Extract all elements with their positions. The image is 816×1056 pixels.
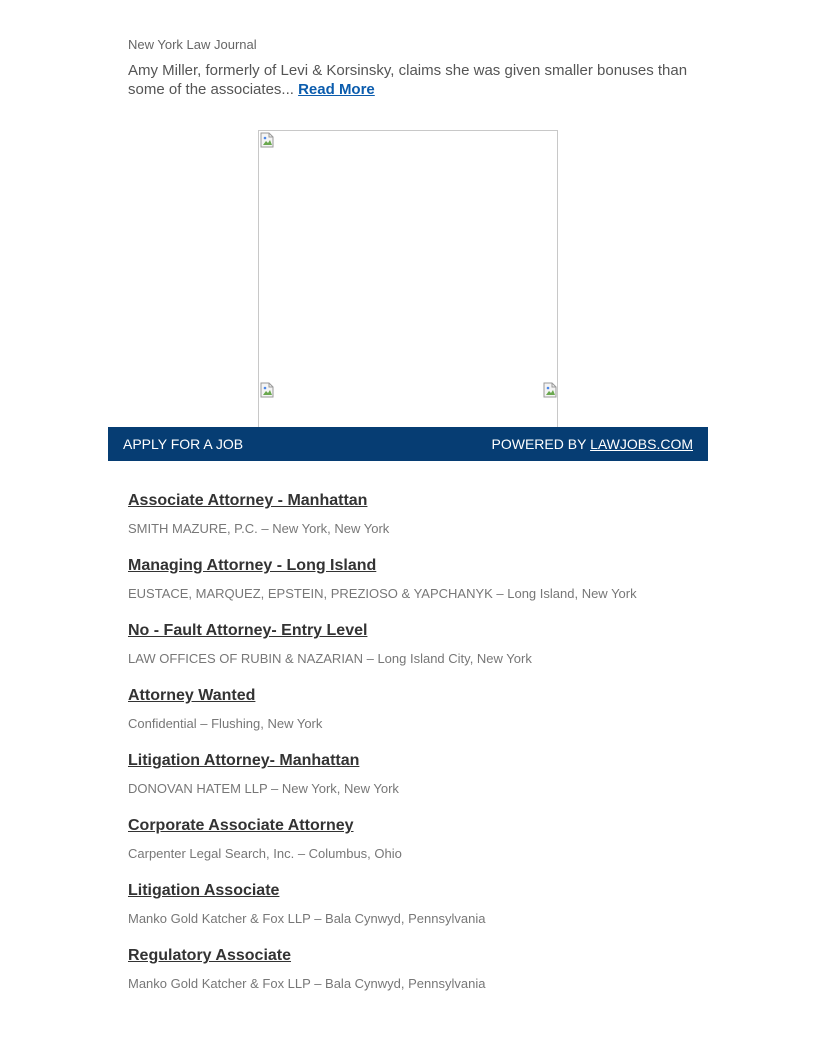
job-employer-location: Manko Gold Katcher & Fox LLP – Bala Cynwyd, Pennsylvania <box>128 976 486 991</box>
job-title-link[interactable]: Corporate Associate Attorney <box>128 817 354 834</box>
powered-by <box>492 436 693 452</box>
job-employer-location: EUSTACE, MARQUEZ, EPSTEIN, PREZIOSO & YAPCHANYK – Long Island, New York <box>128 586 637 601</box>
article-summary-text: Amy Miller, formerly of Levi & Korsinsky, claims she was given smaller bonuses than some of the associates... <box>128 62 688 98</box>
advertisement-frame[interactable] <box>258 130 558 430</box>
job-title-link[interactable]: Attorney Wanted <box>128 687 256 704</box>
article-source: New York Law Journal <box>128 37 257 52</box>
job-listing <box>128 686 728 751</box>
job-listing <box>128 946 728 1011</box>
lawjobs-link[interactable]: LAWJOBS.COM <box>590 436 693 452</box>
job-listing <box>128 751 728 816</box>
job-employer-location: Manko Gold Katcher & Fox LLP – Bala Cynwyd, Pennsylvania <box>128 911 486 926</box>
job-listing <box>128 881 728 946</box>
broken-image-icon <box>260 382 274 398</box>
job-title-link[interactable]: Litigation Attorney- Manhattan <box>128 752 360 769</box>
article-summary <box>128 61 698 99</box>
job-listing <box>128 816 728 881</box>
job-title-link[interactable]: Litigation Associate <box>128 882 280 899</box>
job-employer-location: SMITH MAZURE, P.C. – New York, New York <box>128 521 390 536</box>
job-employer-location: Carpenter Legal Search, Inc. – Columbus, Ohio <box>128 846 402 861</box>
apply-for-job-label[interactable]: APPLY FOR A JOB <box>123 436 244 452</box>
job-employer-location: DONOVAN HATEM LLP – New York, New York <box>128 781 399 796</box>
job-list <box>128 491 728 1011</box>
job-title-link[interactable]: No - Fault Attorney- Entry Level <box>128 622 368 639</box>
broken-image-icon <box>543 382 557 398</box>
powered-by-prefix: POWERED BY <box>491 436 591 452</box>
job-employer-location: LAW OFFICES OF RUBIN & NAZARIAN – Long Island City, New York <box>128 651 532 666</box>
job-title-link[interactable]: Associate Attorney - Manhattan <box>128 492 368 509</box>
job-listing <box>128 491 728 556</box>
job-listing <box>128 621 728 686</box>
job-listing <box>128 556 728 621</box>
job-title-link[interactable]: Managing Attorney - Long Island <box>128 557 377 574</box>
job-title-link[interactable]: Regulatory Associate <box>128 947 292 964</box>
job-employer-location: Confidential – Flushing, New York <box>128 716 323 731</box>
jobs-banner <box>108 427 708 461</box>
read-more-link[interactable]: Read More <box>298 81 375 98</box>
broken-image-icon <box>260 132 274 148</box>
